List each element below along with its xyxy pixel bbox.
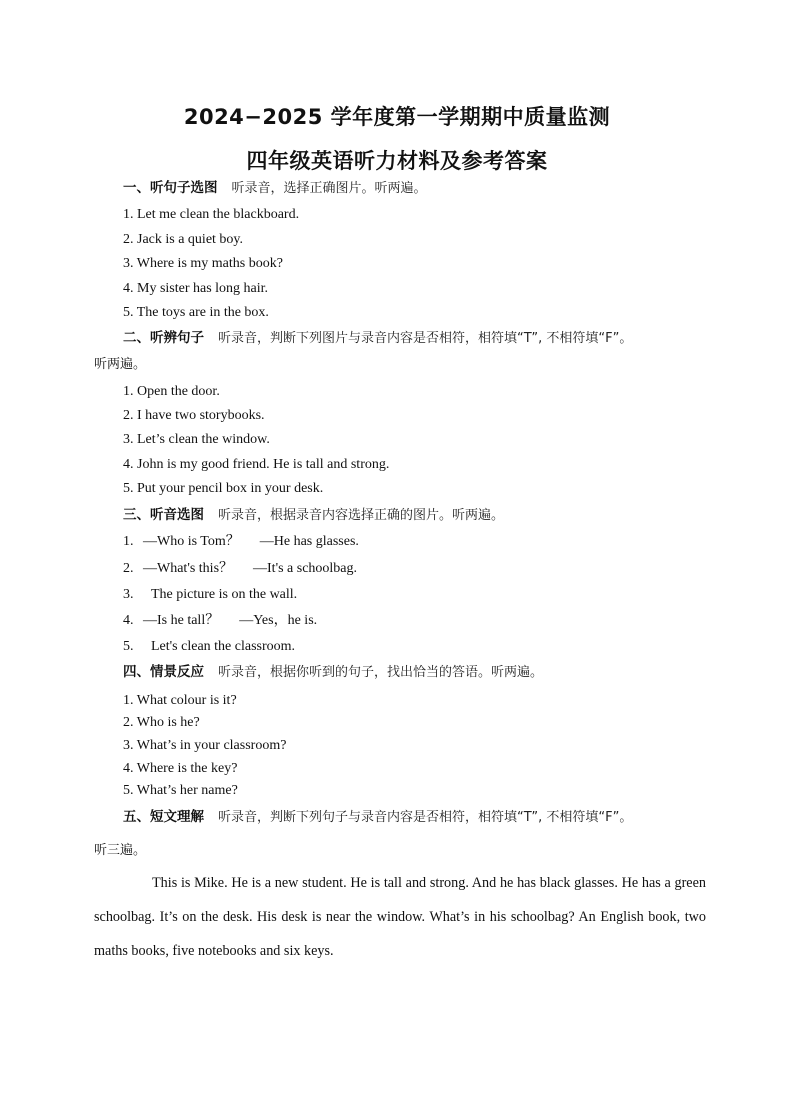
dialogue-answer: —Yes，he is. [239, 613, 318, 628]
section-1-header [123, 180, 427, 197]
item-number: 1. [123, 534, 134, 549]
list-item: 5. Put your pencil box in your desk. [123, 481, 324, 496]
section-5-heading: 五、短文理解 [123, 809, 204, 825]
list-item: 1. Let me clean the blackboard. [123, 207, 300, 222]
list-item: 2. I have two storybooks. [123, 408, 265, 423]
dialogue-item [123, 613, 317, 629]
dialogue-item [123, 587, 297, 603]
dialogue-item [123, 561, 357, 577]
section-1-heading: 一、听句子选图 [123, 180, 218, 196]
section-1-instruction: 听录音，选择正确图片。听两遍。 [231, 181, 427, 196]
dialogue-question: Let's clean the classroom. [151, 639, 296, 654]
section-5-instruction: 听录音，判断下列句子与录音内容是否相符，相符填“T”, 不相符填“F”。 [218, 810, 633, 825]
item-number: 2. [123, 561, 134, 576]
dialogue-question: —Who is Tom？ [143, 534, 240, 549]
dialogue-item [123, 534, 359, 550]
section-5-header [123, 809, 632, 826]
list-item: 5. What’s her name? [123, 783, 238, 798]
section-3-heading: 三、听音选图 [123, 507, 204, 523]
list-item: 1. Open the door. [123, 384, 220, 399]
section-4-heading: 四、情景反应 [123, 664, 204, 680]
list-item: 2. Jack is a quiet boy. [123, 232, 244, 247]
list-item: 3. Where is my maths book? [123, 256, 283, 271]
list-item: 5. The toys are in the box. [123, 305, 269, 320]
dialogue-question: —What's this？ [143, 561, 234, 576]
list-item: 4. My sister has long hair. [123, 281, 269, 296]
section-2-instruction-continued: 听两遍。 [94, 357, 147, 372]
dialogue-question: —Is he tall？ [143, 613, 220, 628]
item-number: 5. [123, 639, 134, 654]
list-item: 1. What colour is it? [123, 693, 237, 708]
passage-text: This is Mike. He is a new student. He is tall and strong. And he has black glasses. He has a green schoolbag. It’s on the desk. His desk is near the window. What’s in his schoolbag? An English book, two maths books, five notebooks and six keys. [94, 875, 706, 959]
section-4-instruction: 听录音，根据你听到的句子，找出恰当的答语。听两遍。 [218, 665, 544, 680]
section-3-header [123, 507, 504, 524]
list-item: 4. Where is the key? [123, 761, 238, 776]
section-2-heading: 二、听辨句子 [123, 330, 204, 346]
section-2-header [123, 330, 632, 347]
dialogue-question: The picture is on the wall. [151, 587, 298, 602]
section-5-instruction-continued: 听三遍。 [94, 843, 147, 858]
section-4-header [123, 664, 543, 681]
list-item: 3. What’s in your classroom? [123, 738, 287, 753]
dialogue-answer: —He has glasses. [259, 534, 359, 549]
section-3-instruction: 听录音，根据录音内容选择正确的图片。听两遍。 [218, 508, 505, 523]
list-item: 2. Who is he? [123, 715, 200, 730]
item-number: 4. [123, 613, 134, 628]
dialogue-item [123, 639, 295, 655]
document-title: 2024−2025 学年度第一学期期中质量监测 [183, 105, 611, 129]
list-item: 3. Let’s clean the window. [123, 432, 270, 447]
dialogue-answer: —It's a schoolbag. [253, 561, 358, 576]
document-subtitle: 四年级英语听力材料及参考答案 [246, 149, 548, 173]
list-item: 4. John is my good friend. He is tall and strong. [123, 457, 390, 472]
section-2-instruction: 听录音，判断下列图片与录音内容是否相符，相符填“T”, 不相符填“F”。 [218, 331, 633, 346]
item-number: 3. [123, 587, 134, 602]
